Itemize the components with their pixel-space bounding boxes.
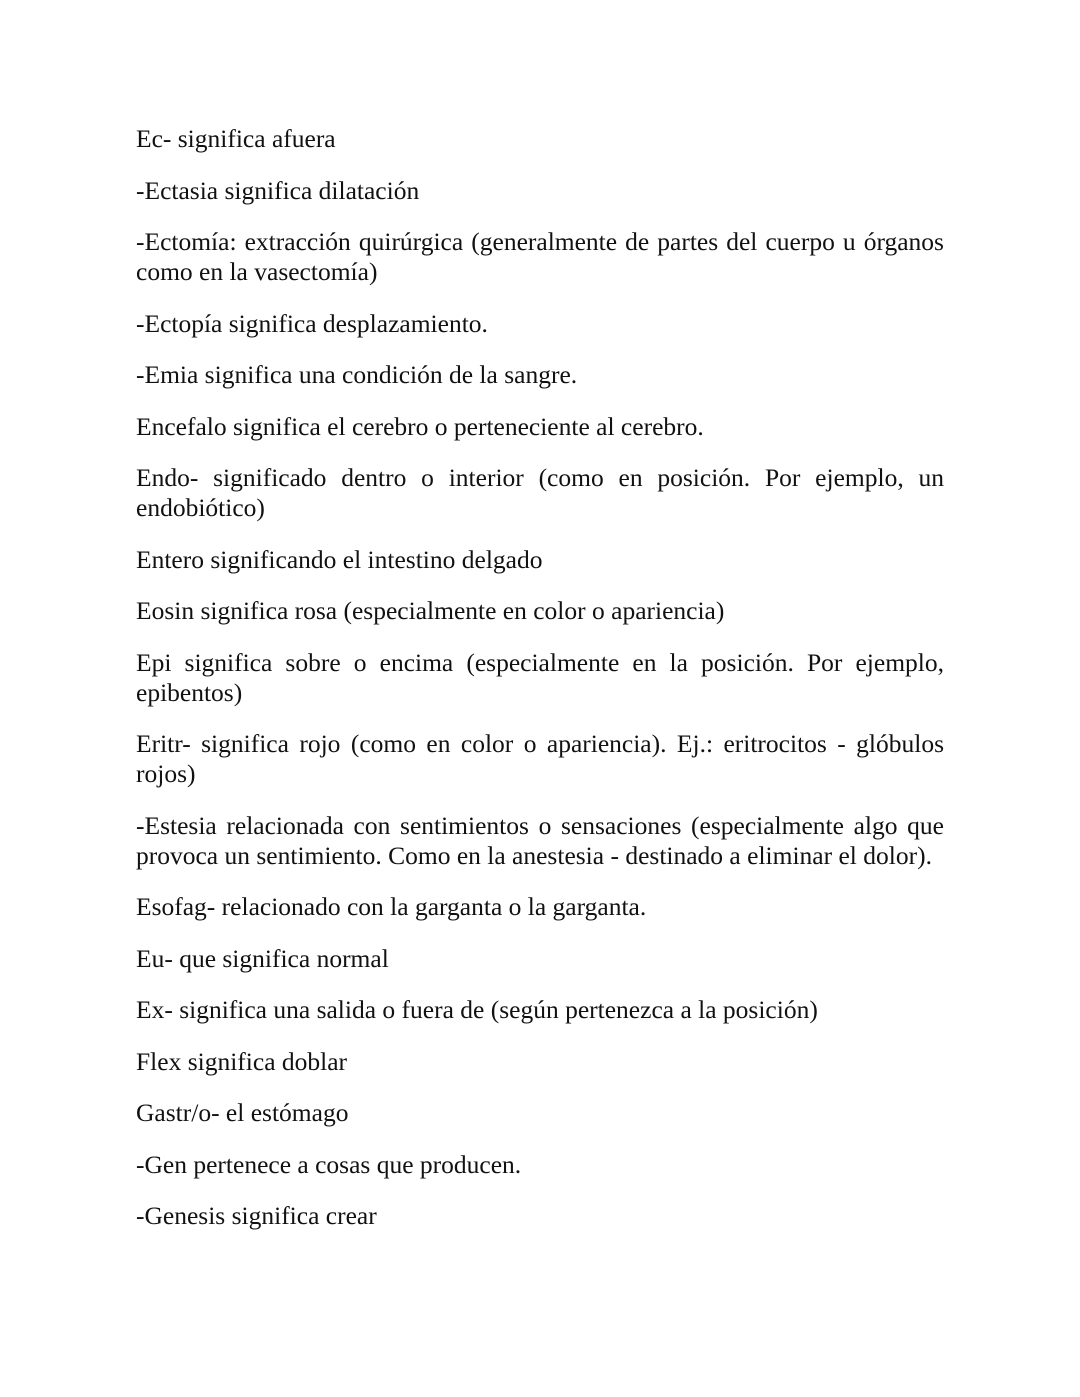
entry-eu: Eu- que significa normal <box>136 943 389 973</box>
entry-endo: Endo- significado dentro o interior (como en posición. Por ejemplo, un endobiótico) <box>136 463 944 522</box>
entry-flex: Flex significa doblar <box>136 1046 348 1076</box>
entry-eritr: Eritr- significa rojo (como en color o apariencia). Ej.: eritrocitos - glóbulos rojos) <box>136 729 944 788</box>
entry-eosin: Eosin significa rosa (especialmente en color o apariencia) <box>136 596 725 625</box>
entry-ex: Ex- significa una salida o fuera de (según pertenezca a la posición) <box>136 995 818 1024</box>
entry-genesis: -Genesis significa crear <box>136 1201 377 1230</box>
entry-esofag: Esofag- relacionado con la garganta o la garganta. <box>136 892 647 921</box>
document-page <box>136 124 944 1253</box>
entry-entero: Entero significando el intestino delgado <box>136 544 543 574</box>
entry-gastro: Gastr/o- el estómago <box>136 1098 349 1127</box>
entry-gen: -Gen pertenece a cosas que producen. <box>136 1149 522 1179</box>
entry-ec: Ec- significa afuera <box>136 124 336 153</box>
entry-ectomia: -Ectomía: extracción quirúrgica (generalmente de partes del cuerpo u órganos como en la vasectomía) <box>136 227 944 286</box>
entry-epi: Epi significa sobre o encima (especialmente en la posición. Por ejemplo, epibentos) <box>136 647 944 707</box>
entry-ectopia: -Ectopía significa desplazamiento. <box>136 308 488 338</box>
entry-emia: -Emia significa una condición de la sangre. <box>136 360 578 389</box>
entry-ectasia: -Ectasia significa dilatación <box>136 175 420 205</box>
entry-estesia: -Estesia relacionada con sentimientos o sensaciones (especialmente algo que provoca un sentimiento. Como en la anestesia - destinado a eliminar el dolor). <box>136 810 944 870</box>
entry-encefalo: Encefalo significa el cerebro o perteneciente al cerebro. <box>136 411 704 441</box>
